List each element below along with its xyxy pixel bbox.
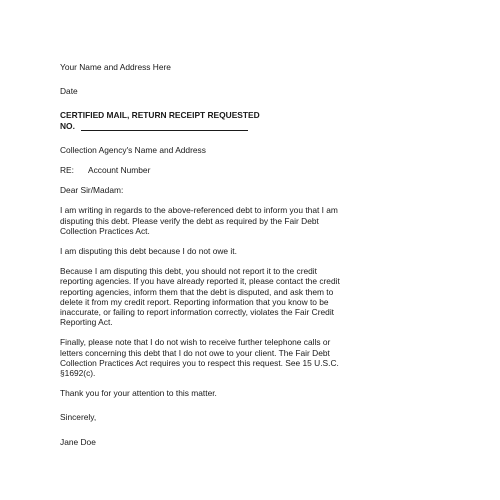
- body-line: inaccurate, or failing to report information correctly, violates the Fair Credit: [60, 307, 335, 318]
- body-paragraph-4: [60, 337, 450, 378]
- body-line: delete it from my credit report. Reporting information that you know to be: [60, 296, 329, 307]
- body-line: reporting agencies. If you have already reported it, please contact the credit: [60, 276, 340, 287]
- salutation: Dear Sir/Madam:: [60, 185, 124, 196]
- certified-number-label: NO.: [60, 120, 75, 131]
- body-paragraph-3: [60, 266, 450, 327]
- body-line: disputing this debt. Please verify the debt as required by the Fair Debt: [60, 215, 319, 226]
- body-line: Because I am disputing this debt, you should not report it to the credit: [60, 266, 317, 277]
- re-label: RE:: [60, 165, 74, 176]
- dispute-letter: [60, 62, 450, 447]
- closing-sign-off: Sincerely,: [60, 412, 97, 423]
- certified-mail-block: [60, 110, 450, 130]
- body-line: Collection Practices Act requires you to respect this request. See 15 U.S.C.: [60, 357, 339, 368]
- body-line: §1692(c).: [60, 368, 96, 379]
- letter-date: Date: [60, 86, 78, 97]
- re-account-number: Account Number: [88, 165, 151, 176]
- body-paragraph-1: [60, 205, 450, 236]
- body-line: I am disputing this debt because I do not owe it.: [60, 246, 237, 257]
- recipient-name-address: Collection Agency's Name and Address: [60, 144, 206, 155]
- body-line: Finally, please note that I do not wish to receive further telephone calls or: [60, 337, 331, 348]
- body-paragraph-5: [60, 388, 450, 398]
- body-line: letters concerning this debt that I do not owe to your client. The Fair Debt: [60, 347, 330, 358]
- body-line: Reporting Act.: [60, 317, 113, 328]
- certified-number-blank: [81, 122, 248, 131]
- body-line: Collection Practices Act.: [60, 225, 150, 236]
- body-line: Thank you for your attention to this matter.: [60, 388, 217, 399]
- body-line: I am writing in regards to the above-referenced debt to inform you that I am: [60, 205, 338, 216]
- sender-name-address: Your Name and Address Here: [60, 62, 171, 72]
- body-line: reporting agencies, inform them that the debt is disputed, and ask them to: [60, 286, 334, 297]
- body-paragraph-2: [60, 246, 450, 256]
- re-line: [60, 165, 450, 175]
- certified-mail-line: CERTIFIED MAIL, RETURN RECEIPT REQUESTED: [60, 110, 260, 121]
- signer-name: Jane Doe: [60, 436, 96, 447]
- certified-number-row: [60, 121, 450, 131]
